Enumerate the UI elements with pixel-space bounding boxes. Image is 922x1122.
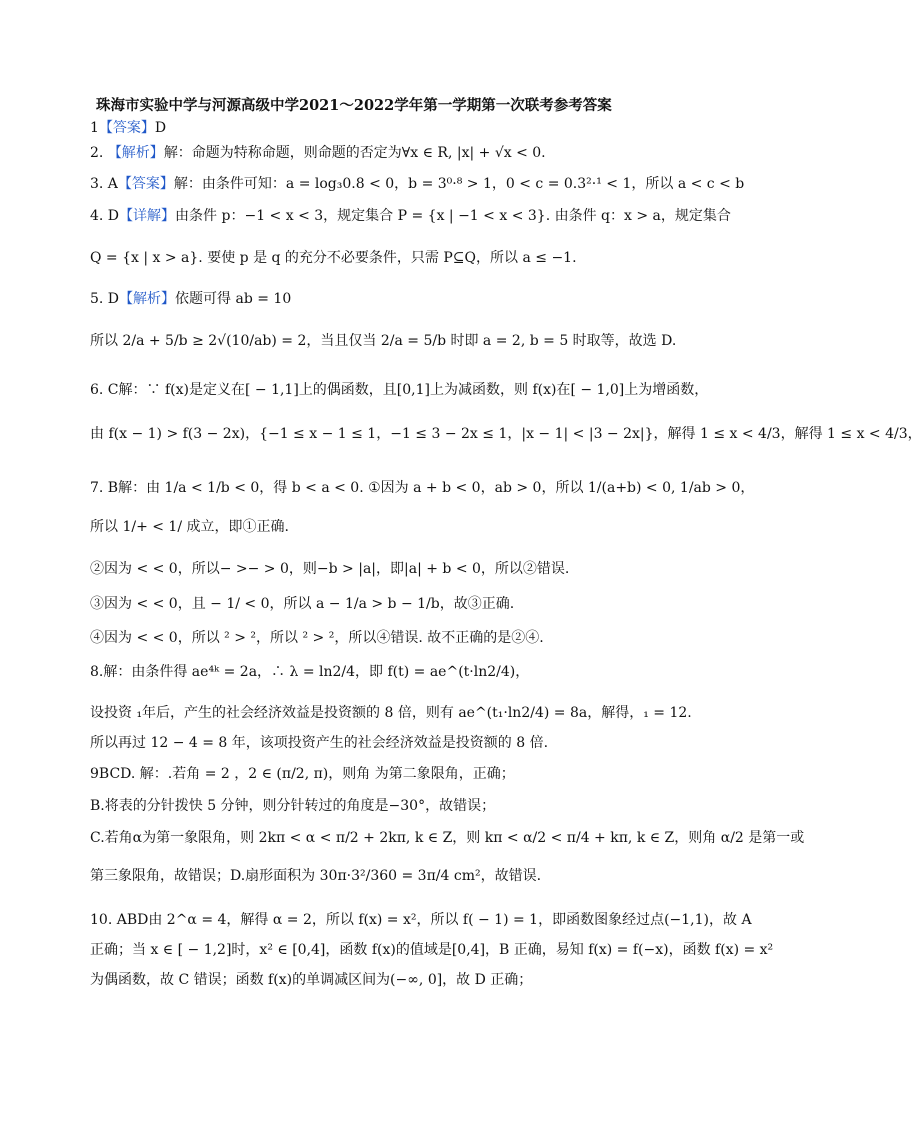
answer-line xyxy=(90,628,734,648)
answer-text: D xyxy=(154,120,167,136)
answer-line xyxy=(90,559,734,579)
answer-text: 所以再过 12 − 4 = 8 年，该项投资产生的社会经济效益是投资额的 8 倍. xyxy=(90,735,549,751)
answer-text: B.将表的分针拨快 5 分钟，则分针转过的角度是−30°，故错误； xyxy=(90,798,496,814)
answer-text: 解：由 1/a < 1/b < 0，得 b < a < 0. ①因为 a + b < 0，ab > 0，所以 1/(a+b) < 0, 1/ab > 0， xyxy=(118,480,755,496)
answer-line xyxy=(90,380,734,400)
answer-text: BCD. 解：.若角 = 2 ，2 ∈ (π/2, π)，则角 为第二象限角，正确； xyxy=(98,766,515,782)
answer-line xyxy=(90,866,734,886)
question-number: 7. B xyxy=(90,480,119,496)
answer-text: 第三象限角，故错误；D.扇形面积为 30π·3²/360 = 3π/4 cm²，故错误. xyxy=(90,868,542,884)
question-number: 8. xyxy=(90,664,104,680)
answer-line xyxy=(90,970,734,990)
answer-text: 由 2^α = 4，解得 α = 2，所以 f(x) = x²，所以 f( − 1) = 1，即函数图象经过点(−1,1)，故 A xyxy=(148,912,752,928)
answer-line xyxy=(90,206,734,226)
answer-line xyxy=(90,703,734,723)
answer-text: 设投资 ₁年后，产生的社会经济效益是投资额的 8 倍，则有 ae^(t₁·ln2/4) = 8a，解得，₁ = 12. xyxy=(90,705,692,721)
answer-text: 所以 1/+ < 1/ 成立，即①正确. xyxy=(90,519,289,535)
answer-line xyxy=(90,424,922,444)
answer-text: ③因为 < < 0，且 − 1/ < 0，所以 a − 1/a > b − 1/b，故③正确. xyxy=(90,596,515,612)
answer-line xyxy=(90,940,774,960)
answer-tag: 【解析】 xyxy=(107,145,164,161)
answer-line xyxy=(90,910,752,930)
answer-line xyxy=(90,248,734,268)
answer-text: 由条件 p：−1 < x < 3，规定集合 P = {x | −1 < x < 3}. 由条件 q：x > a，规定集合 xyxy=(175,208,731,224)
question-number: 9 xyxy=(90,766,99,782)
answer-text: 正确；当 x ∈ [ − 1,2]时，x² ∈ [0,4]，函数 f(x)的值域是[0,4]，B 正确，易知 f(x) = f(−x)，函数 f(x) = x² xyxy=(90,942,774,958)
question-number: 10. ABD xyxy=(90,912,149,928)
question-number: 6. C xyxy=(90,382,119,398)
question-number: 2. xyxy=(90,145,108,161)
answer-line xyxy=(90,764,734,784)
answer-line xyxy=(90,174,745,194)
question-number: 3. A xyxy=(90,176,118,192)
answer-tag: 【详解】 xyxy=(119,208,176,224)
answer-text: ②因为 < < 0，所以− >− > 0，则−b > |a|，即|a| + b < 0，所以②错误. xyxy=(90,561,570,577)
answer-line xyxy=(90,517,734,537)
answer-tag: 【答案】 xyxy=(98,120,155,136)
question-number: 5. D xyxy=(90,291,120,307)
answer-text: 为偶函数，故 C 错误；函数 f(x)的单调减区间为(−∞, 0]，故 D 正确； xyxy=(90,972,533,988)
answer-text: 解：命题为特称命题，则命题的否定为∀x ∈ R, |x| + √x < 0. xyxy=(163,145,546,161)
answer-line xyxy=(90,289,734,309)
answer-line xyxy=(90,594,734,614)
answer-line xyxy=(90,478,755,498)
answer-line xyxy=(90,733,734,753)
answer-line xyxy=(90,143,734,163)
answer-text: 解：∵ f(x)是定义在[ − 1,1]上的偶函数，且[0,1]上为减函数，则 f(x)在[ − 1,0]上为增函数， xyxy=(118,382,709,398)
answer-line xyxy=(90,662,734,682)
question-number: 4. D xyxy=(90,208,120,224)
answer-text: 依题可得 ab = 10 xyxy=(175,291,292,307)
answer-line xyxy=(90,331,734,351)
document-title: 珠海市实验中学与河源高级中学2021～2022学年第一学期第一次联考参考答案 xyxy=(96,97,612,114)
answer-text: 所以 2/a + 5/b ≥ 2√(10/ab) = 2，当且仅当 2/a = 5/b 时即 a = 2, b = 5 时取等，故选 D. xyxy=(90,333,677,349)
answer-text: 解：由条件得 ae⁴ᵏ = 2a，∴ λ = ln2/4，即 f(t) = ae^(t·ln2/4)， xyxy=(103,664,530,680)
answer-text: Q = {x | x > a}. 要使 p 是 q 的充分不必要条件，只需 P⊆Q，所以 a ≤ −1. xyxy=(90,250,577,266)
question-number: 1 xyxy=(90,120,99,136)
answer-line xyxy=(90,796,734,816)
answer-text: 由 f(x − 1) > f(3 − 2x)，{−1 ≤ x − 1 ≤ 1，−1 ≤ 3 − 2x ≤ 1，|x − 1| < |3 − 2x|}，解得 1 ≤ x < 4/3，解得 1 ≤ x < 4/3， xyxy=(90,426,922,442)
answer-tag: 【解析】 xyxy=(119,291,176,307)
answer-text: ④因为 < < 0，所以 ² > ²，所以 ² > ²，所以④错误. 故不正确的是②④. xyxy=(90,630,544,646)
answer-text: 解：由条件可知：a = log₃0.8 < 0，b = 3⁰·⁸ > 1，0 < c = 0.3²·¹ < 1，所以 a < c < b xyxy=(173,176,745,192)
answer-tag: 【答案】 xyxy=(117,176,174,192)
answer-text: C.若角α为第一象限角，则 2kπ < α < π/2 + 2kπ, k ∈ Z，则 kπ < α/2 < π/4 + kπ, k ∈ Z，则角 α/2 是第一或 xyxy=(90,830,805,846)
answer-line xyxy=(90,118,734,138)
answer-line xyxy=(90,828,805,848)
